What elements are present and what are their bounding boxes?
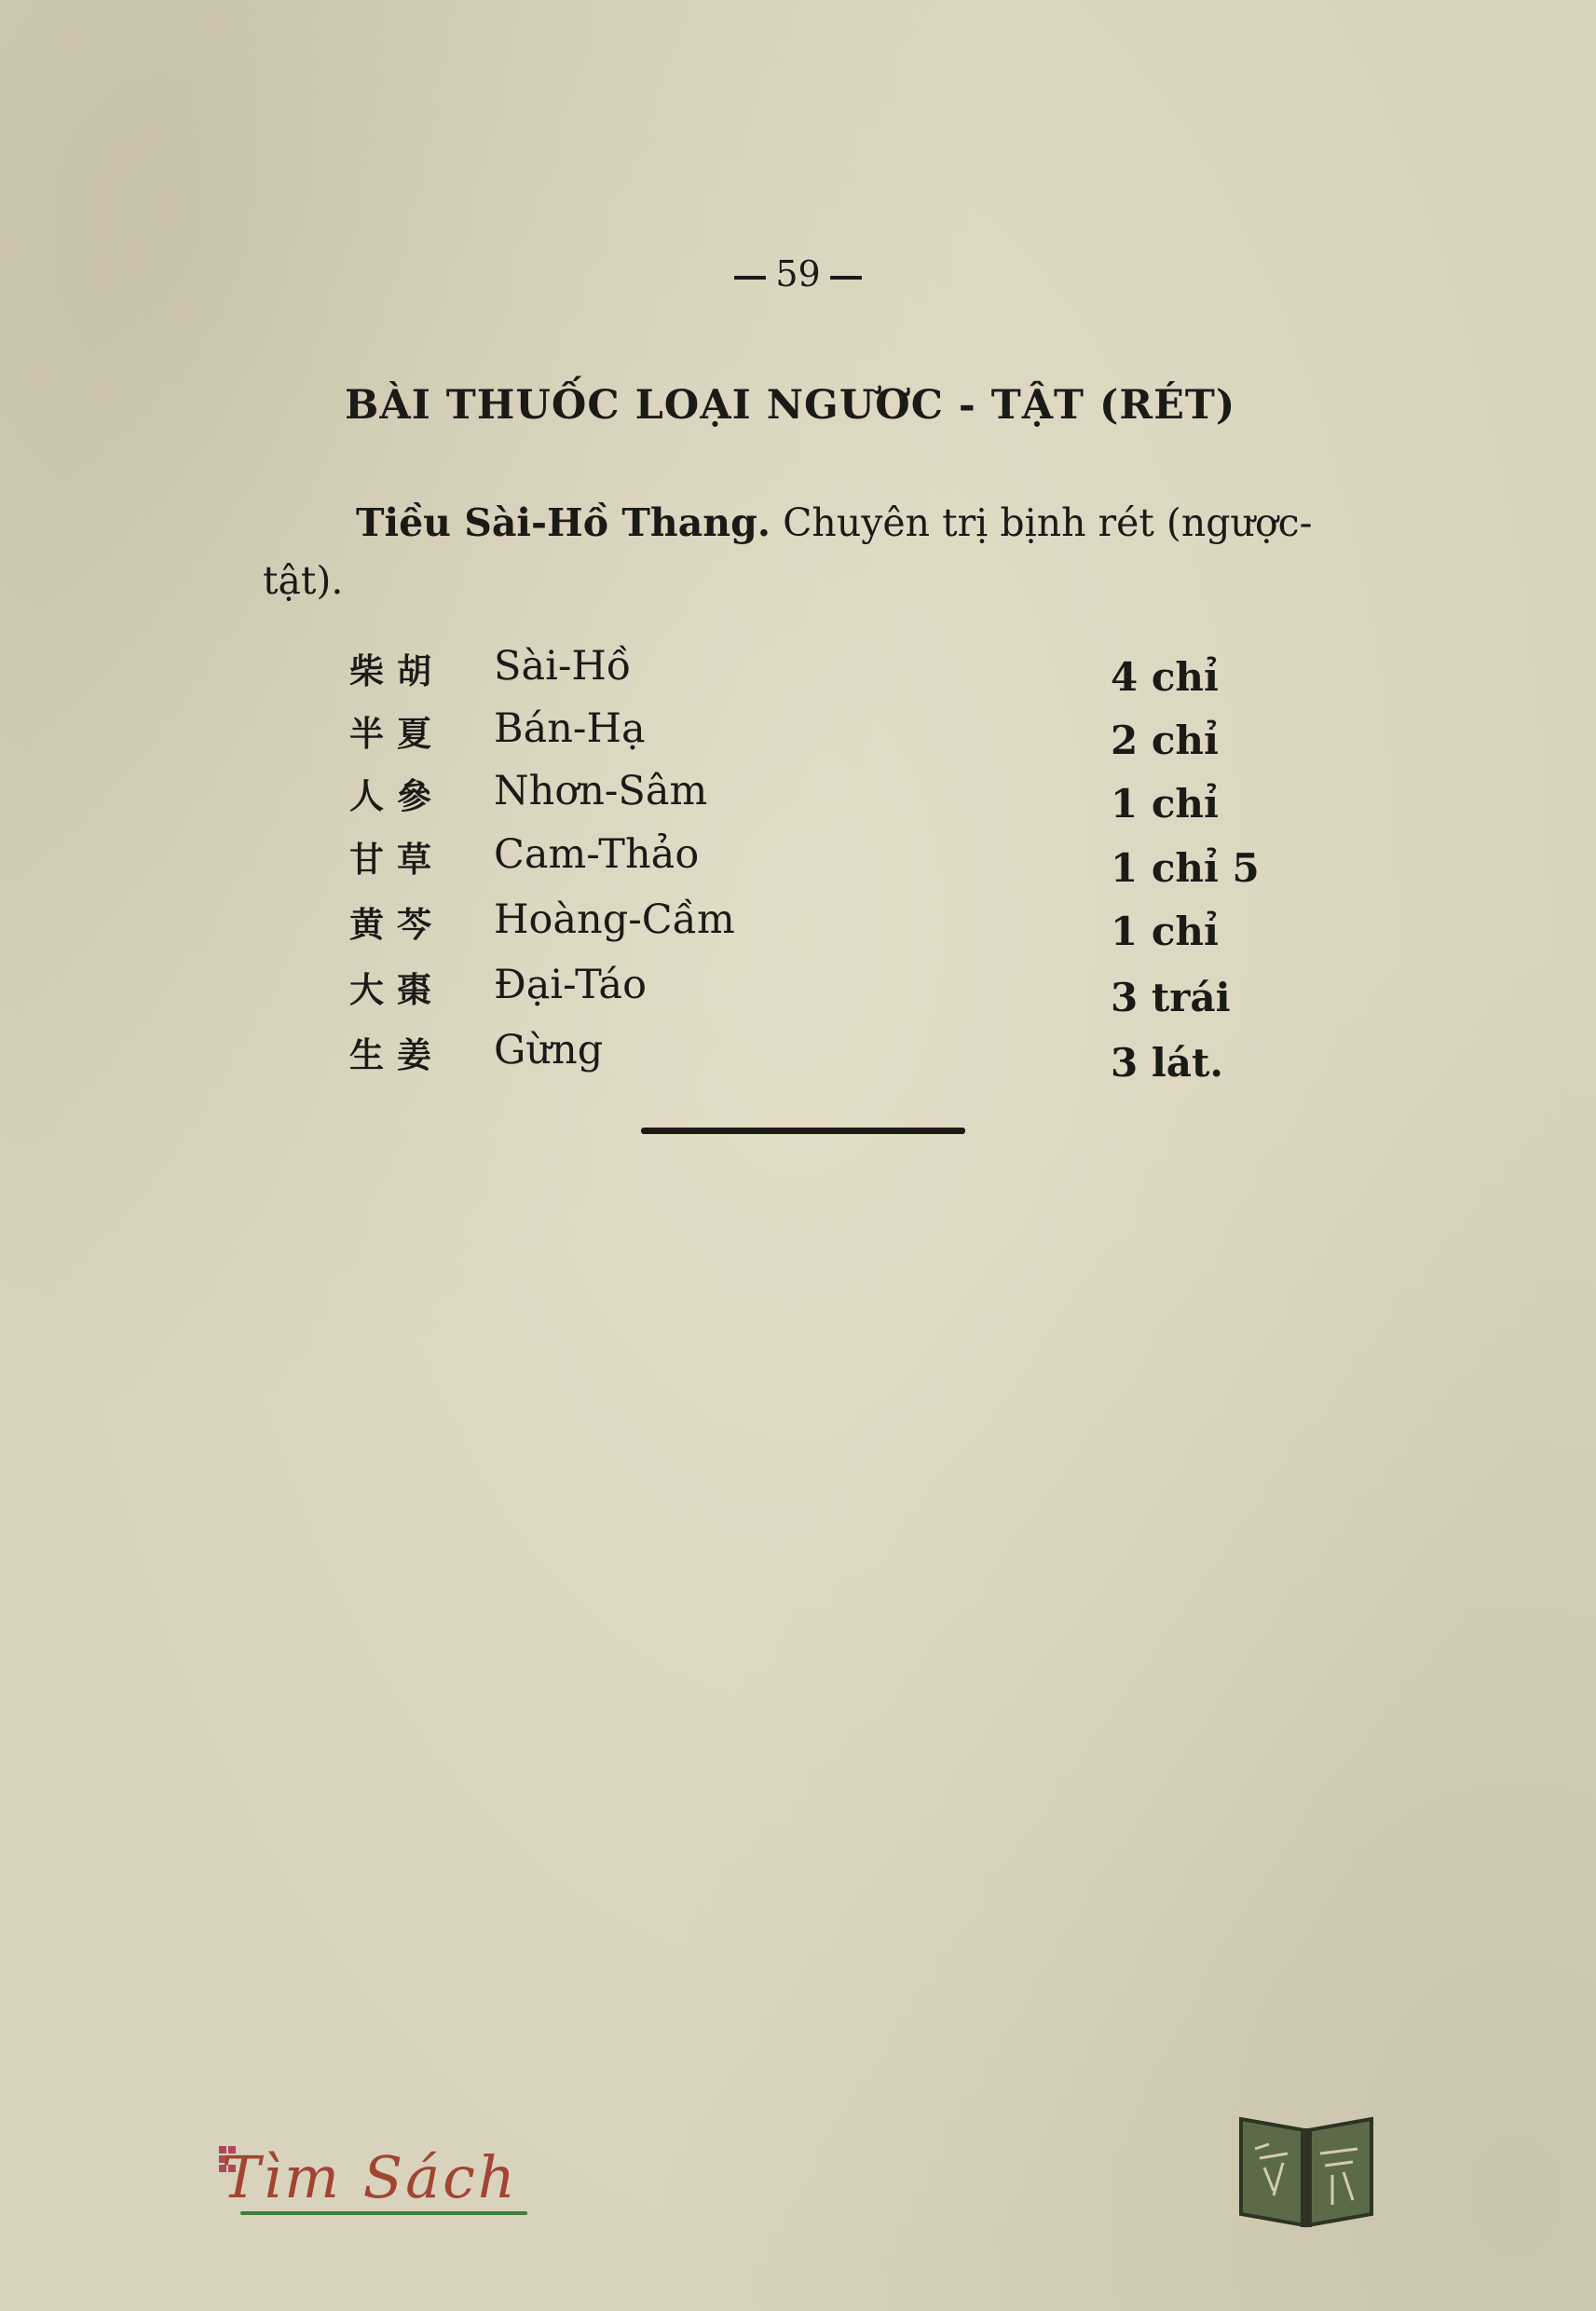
ingredient-row [0,1027,1596,1086]
ingredient-name: Cam-Thảo [494,831,700,878]
ingredient-name: Đại-Táo [494,962,647,1008]
open-book-icon [1232,2102,1381,2233]
dash-left [734,276,766,280]
ingredient-han: 生姜 [349,1035,444,1075]
page-number [0,253,1596,294]
watermark-underline [240,2211,527,2215]
ingredient-name: Bán-Hạ [494,705,646,752]
intro-text-line1: Chuyên trị bịnh rét (ngược- [783,500,1313,545]
ingredient-row [0,768,1596,827]
ingredient-name: Hoàng-Cầm [494,896,735,943]
watermark-logo[interactable] [222,2143,518,2211]
ingredient-row [0,705,1596,761]
intro-paragraph [263,494,1325,609]
ingredient-han: 柴胡 [349,651,444,691]
ingredient-name: Gừng [494,1027,604,1073]
ingredient-dose: 1 chỉ [1111,781,1219,827]
ingredient-han: 黄芩 [349,905,444,945]
intro-first-line [263,494,1325,552]
closing-rule [641,1128,965,1134]
formula-name: Tiều Sài-Hồ Thang. [356,500,771,545]
page-number-text: 59 [775,253,821,294]
ingredient-dose: 3 trái [1111,975,1231,1020]
ingredient-han: 大棗 [349,970,444,1010]
ingredient-han: 半夏 [349,714,444,754]
watermark-text: Tìm Sách [222,2143,518,2211]
ingredient-row [0,831,1596,891]
ingredient-dose: 1 chỉ [1111,909,1219,954]
ingredient-row [0,962,1596,1018]
ingredient-han: 甘草 [349,840,444,880]
ingredient-dose: 2 chỉ [1111,718,1219,763]
ingredient-dose: 3 lát. [1111,1040,1224,1086]
ingredient-row [0,643,1596,699]
ingredient-dose: 4 chỉ [1111,654,1219,700]
section-heading: BÀI THUỐC LOẠI NGƯƠC - TẬT (RÉT) [345,382,1236,429]
ingredient-name: Nhơn-Sâm [494,768,708,814]
ingredient-name: Sài-Hồ [494,643,632,690]
ingredient-row [0,896,1596,952]
intro-text-line2: tật). [263,558,344,603]
ingredient-han: 人參 [349,776,444,816]
ingredient-dose: 1 chỉ 5 [1111,845,1260,891]
dash-right [830,276,862,280]
